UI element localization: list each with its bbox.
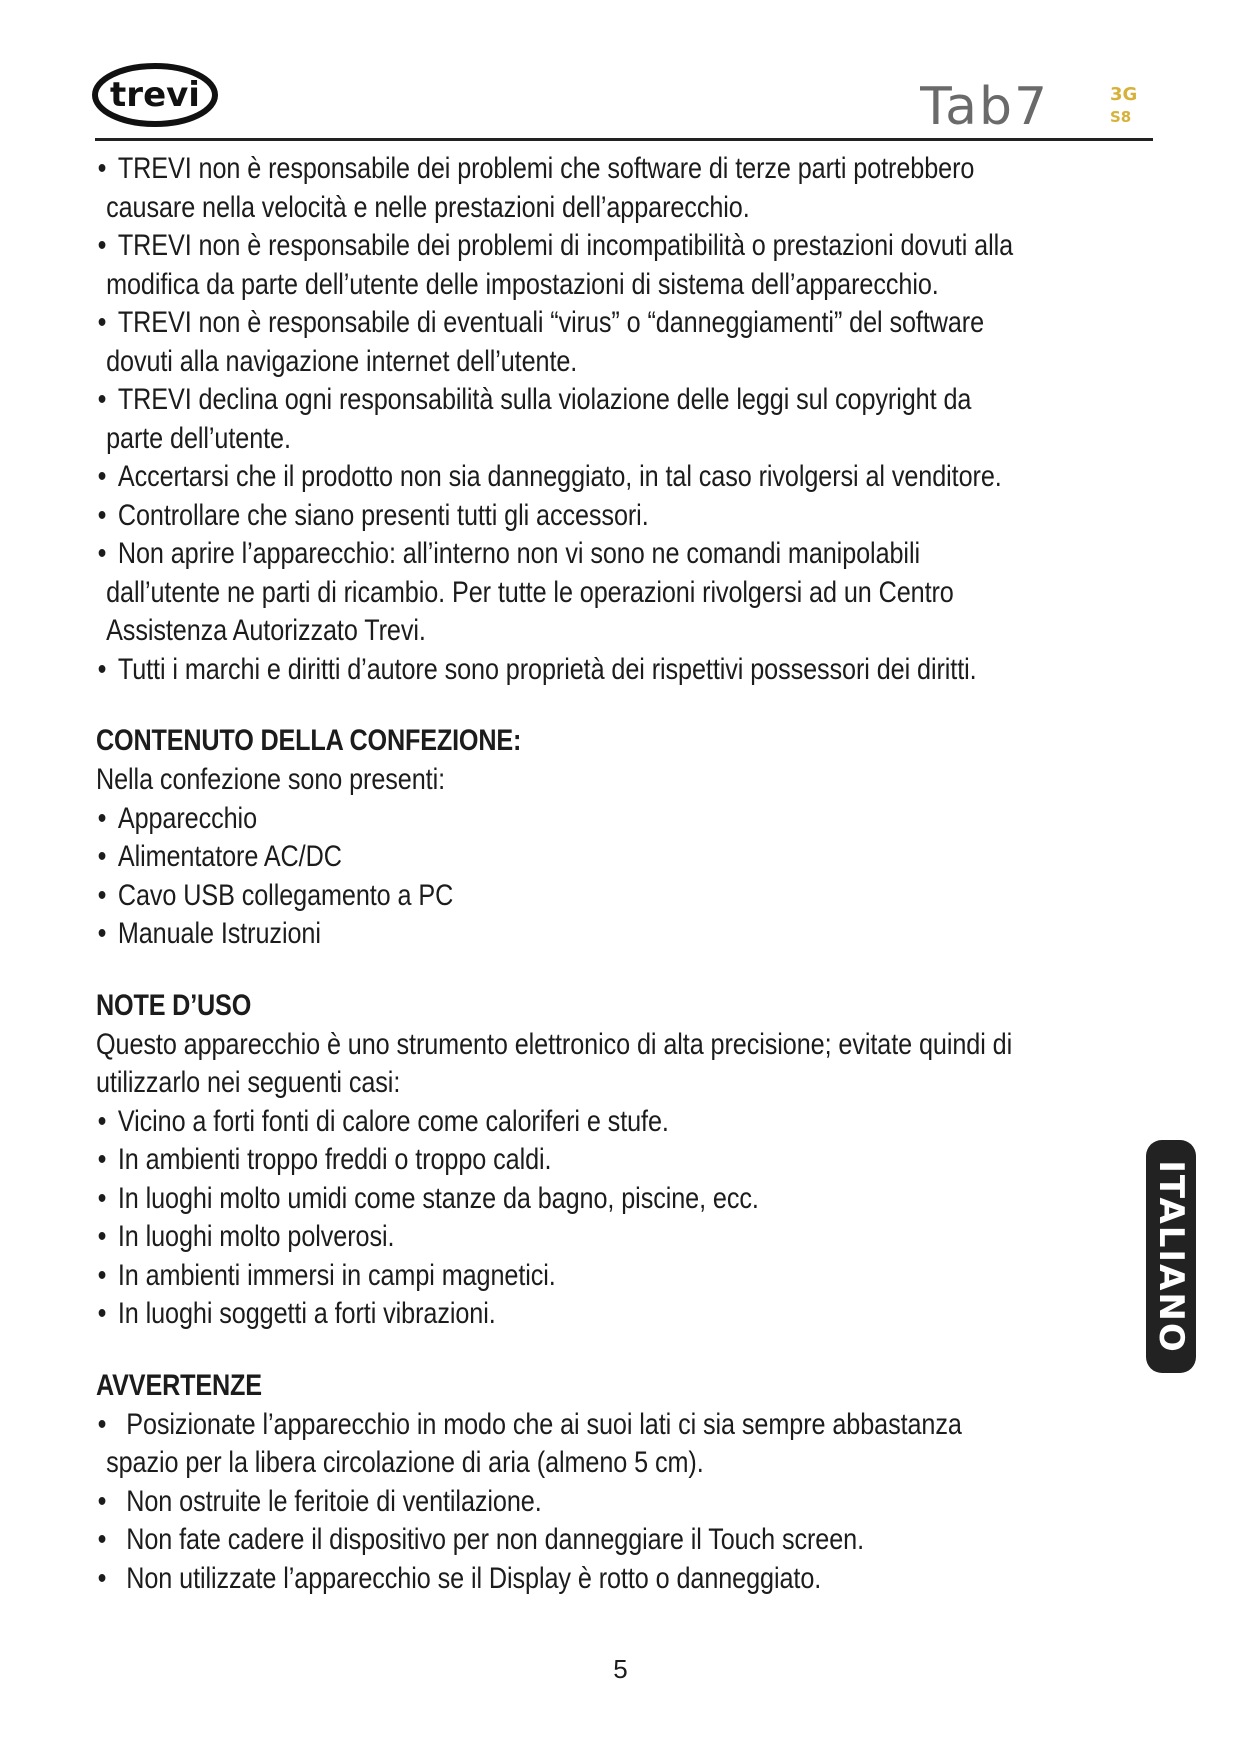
bullet: • [97, 801, 107, 835]
bullet: • [97, 1181, 107, 1215]
usage-section [96, 986, 1020, 1334]
page-content [96, 150, 1020, 1598]
list-item: • TREVI non è responsabile dei problemi che software di terze parti potrebbero causare nella velocità e nelle prestazioni dell’apparecchio. [97, 152, 975, 224]
list-item: • In luoghi soggetti a forti vibrazioni. [96, 1295, 1020, 1334]
language-tab [1146, 1140, 1196, 1373]
list-item: • TREVI non è responsabile dei problemi di incompatibilità o prestazioni dovuti alla modifica da parte dell’utente delle impostazioni di sistema dell’apparecchio. [97, 229, 1014, 301]
bullet: • [97, 498, 107, 532]
bullet: • [97, 1297, 107, 1330]
bullet: • [97, 1143, 107, 1176]
package-section [96, 721, 1020, 954]
bullet: • [97, 460, 107, 493]
package-heading: CONTENUTO DELLA CONFEZIONE: [96, 724, 522, 757]
list-item: • Non aprire l’apparecchio: all’interno non vi sono ne comandi manipolabili dall’utente ne parti di ricambio. Per tutte le operazioni rivolgersi ad un Centro Assistenza Autorizzato Trevi. [97, 537, 954, 647]
bullet: • [97, 1484, 107, 1518]
page-number: 5 [613, 1654, 628, 1684]
svg-text:Tab7: Tab7 [920, 77, 1050, 134]
list-item: • In ambienti troppo freddi o troppo caldi. [96, 1141, 1020, 1180]
header-divider [95, 138, 1153, 141]
list-item: • Accertarsi che il prodotto non sia danneggiato, in tal caso rivolgersi al venditore. [96, 458, 1020, 497]
list-item: • In ambienti immersi in campi magnetici. [96, 1257, 1020, 1296]
intro-list [96, 150, 1020, 689]
list-item: • Tutti i marchi e diritti d’autore sono proprietà dei rispettivi possessori dei diritti. [96, 651, 1020, 690]
list-item: • Non utilizzate l’apparecchio se il Display è rotto o danneggiato. [96, 1560, 1020, 1599]
bullet: • [97, 652, 107, 686]
svg-text:3G: 3G [1110, 84, 1138, 105]
bullet: • [97, 878, 107, 912]
warnings-heading: AVVERTENZE [96, 1368, 262, 1402]
language-label: ITALIANO [1151, 1159, 1191, 1354]
usage-list [96, 1103, 1020, 1334]
bullet: • [97, 917, 107, 950]
list-item: • Cavo USB collegamento a PC [96, 877, 1020, 916]
bullet: • [97, 1104, 107, 1138]
list-item: • In luoghi molto polverosi. [96, 1218, 1020, 1257]
list-item: • Apparecchio [96, 800, 1020, 839]
list-item: • TREVI declina ogni responsabilità sulla violazione delle leggi sul copyright da parte dell’utente. [97, 383, 972, 455]
package-list [96, 800, 1020, 954]
bullet: • [97, 1407, 107, 1441]
bullet: • [97, 1220, 107, 1253]
list-item: • Alimentatore AC/DC [96, 838, 1020, 877]
bullet: • [97, 1561, 107, 1595]
bullet: • [97, 152, 107, 185]
bullet: • [97, 840, 107, 873]
usage-intro: Questo apparecchio è uno strumento elettronico di alta precisione; evitate quindi di utilizzarlo nei seguenti casi: [96, 1027, 1013, 1099]
svg-text:trevi: trevi [110, 75, 200, 115]
svg-text:S8: S8 [1110, 108, 1132, 126]
list-item: • Manuale Istruzioni [96, 915, 1020, 954]
bullet: • [97, 1258, 107, 1292]
product-logo [920, 74, 1150, 134]
list-item: • Vicino a forti fonti di calore come caloriferi e stufe. [96, 1103, 1020, 1142]
warnings-list [96, 1406, 1020, 1599]
trevi-logo [90, 62, 220, 128]
bullet: • [97, 383, 107, 416]
list-item: • TREVI non è responsabile di eventuali “virus” o “danneggiamenti” del software dovuti alla navigazione internet dell’utente. [97, 306, 985, 378]
bullet: • [97, 537, 107, 570]
list-item: • Controllare che siano presenti tutti gli accessori. [96, 497, 1020, 536]
package-intro: Nella confezione sono presenti: [96, 763, 446, 796]
list-item: • Posizionate l’apparecchio in modo che ai suoi lati ci sia sempre abbastanza spazio per la libera circolazione di aria (almeno 5 cm). [97, 1407, 962, 1479]
list-item: • Non fate cadere il dispositivo per non danneggiare il Touch screen. [96, 1521, 1020, 1560]
bullet: • [97, 229, 107, 262]
bullet: • [97, 306, 107, 339]
usage-heading: NOTE D’USO [96, 988, 252, 1022]
list-item: • In luoghi molto umidi come stanze da bagno, piscine, ecc. [96, 1180, 1020, 1219]
bullet: • [97, 1523, 107, 1556]
warnings-section [96, 1366, 1020, 1599]
list-item: • Non ostruite le feritoie di ventilazione. [96, 1483, 1020, 1522]
